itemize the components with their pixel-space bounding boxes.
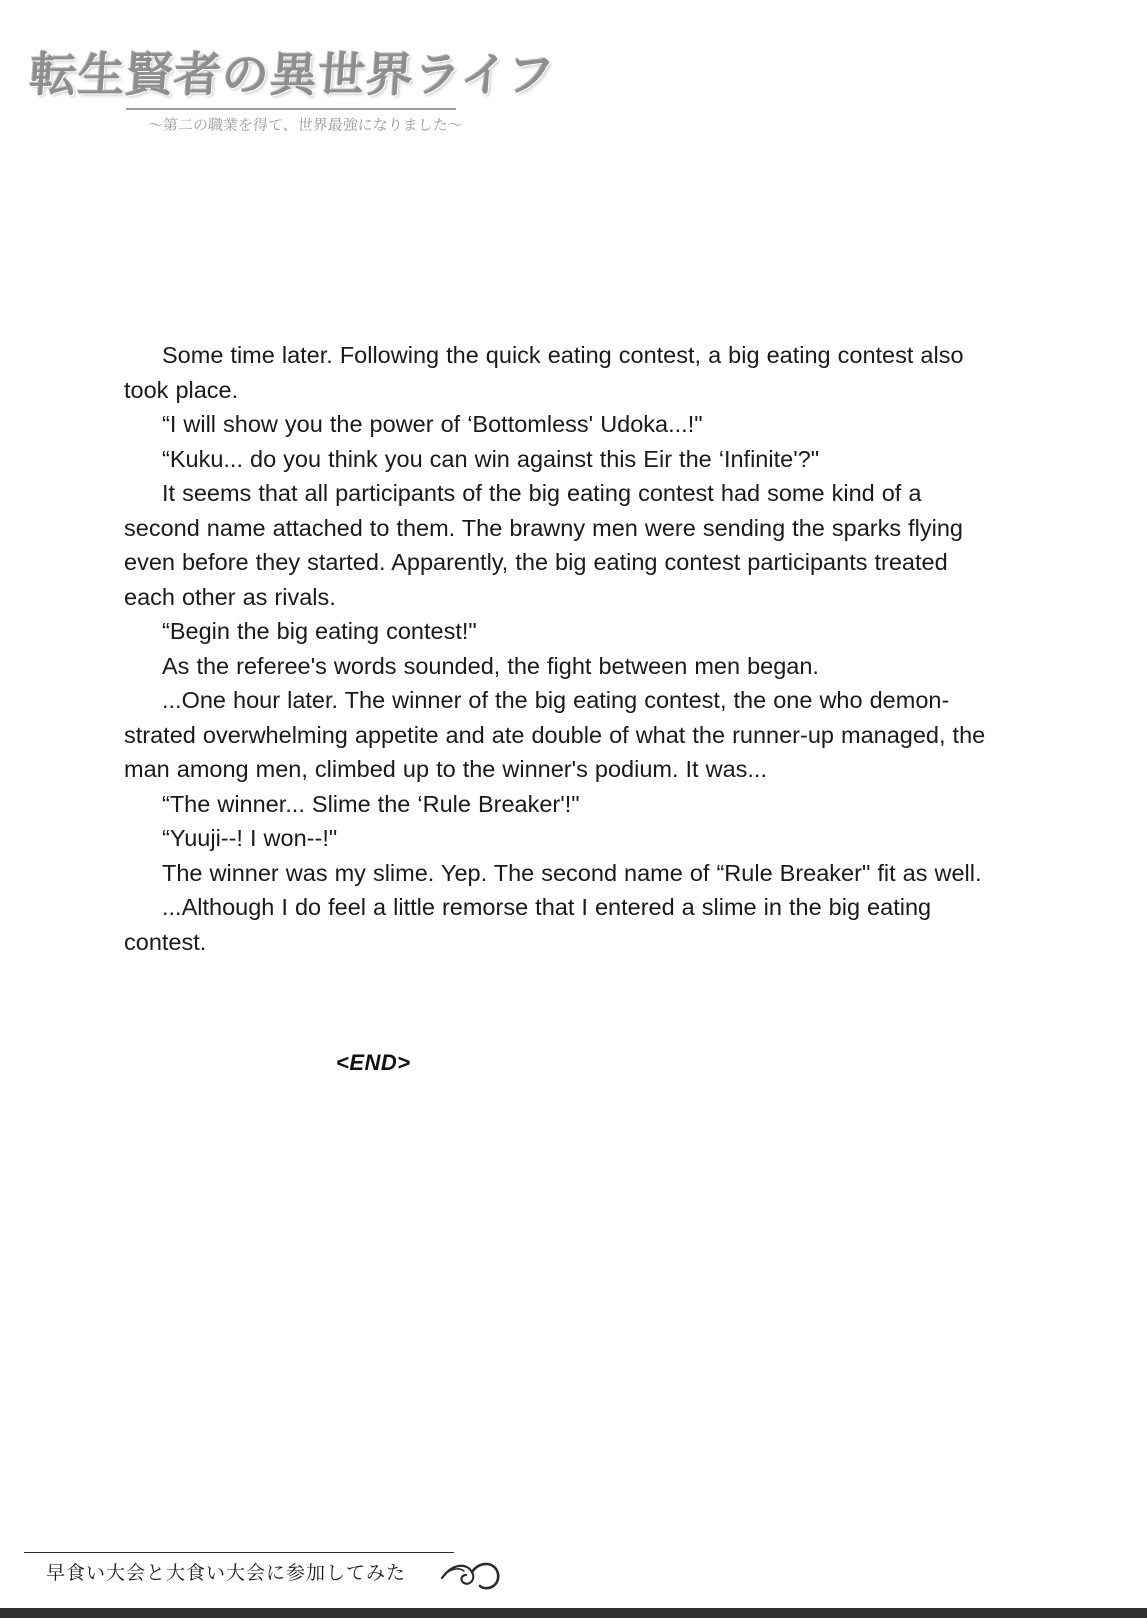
paragraph: “Kuku... do you think you can win against this Eir the ‘Infinite'?" — [162, 445, 820, 472]
paragraph: It seems that all participants of the big eating contest had some kind of a second name attached to them. The brawny men were sending the sparks flying even before they started. Apparently, the big eating contest participants treated each other as rivals. — [124, 480, 963, 610]
paragraph: “Begin the big eating contest!" — [162, 618, 477, 644]
chapter-title: 早食い大会と大食い大会に参加してみた — [46, 1562, 407, 1584]
paragraph: ...One hour later. The winner of the big eating contest, the one who demon-strated overwhelming appetite and ate double of what the runner-up managed, the man among men, climbed up to the winner's podium. It was... — [124, 687, 986, 782]
paragraph: “Yuuji--! I won--!" — [162, 825, 338, 851]
page-footer — [0, 1522, 1147, 1618]
paragraph: The winner was my slime. Yep. The second name of “Rule Breaker" fit as well. — [162, 859, 982, 886]
paragraph: “I will show you the power of ‘Bottomless' Udoka...!" — [162, 411, 703, 437]
footer-bar — [0, 1608, 1147, 1618]
series-logo-divider — [126, 108, 456, 110]
series-logo-main-title: 転生賢者の異世界ライフ — [28, 48, 558, 103]
paragraph: Some time later. Following the quick eating contest, a big eating contest also took place. — [124, 342, 964, 403]
end-marker: <END> — [336, 1050, 411, 1075]
series-logo — [28, 48, 558, 162]
footer-divider — [24, 1552, 454, 1553]
series-logo-subtitle: ～第二の職業を得て、世界最強になりました～ — [147, 116, 464, 134]
paragraph: ...Although I do feel a little remorse that I entered a slime in the big eating contest. — [124, 894, 932, 955]
flourish-ornament-icon — [440, 1548, 510, 1598]
story-text-block — [124, 338, 996, 959]
paragraph: As the referee's words sounded, the fight between men began. — [162, 652, 819, 679]
paragraph: “The winner... Slime the ‘Rule Breaker'!" — [162, 790, 580, 817]
